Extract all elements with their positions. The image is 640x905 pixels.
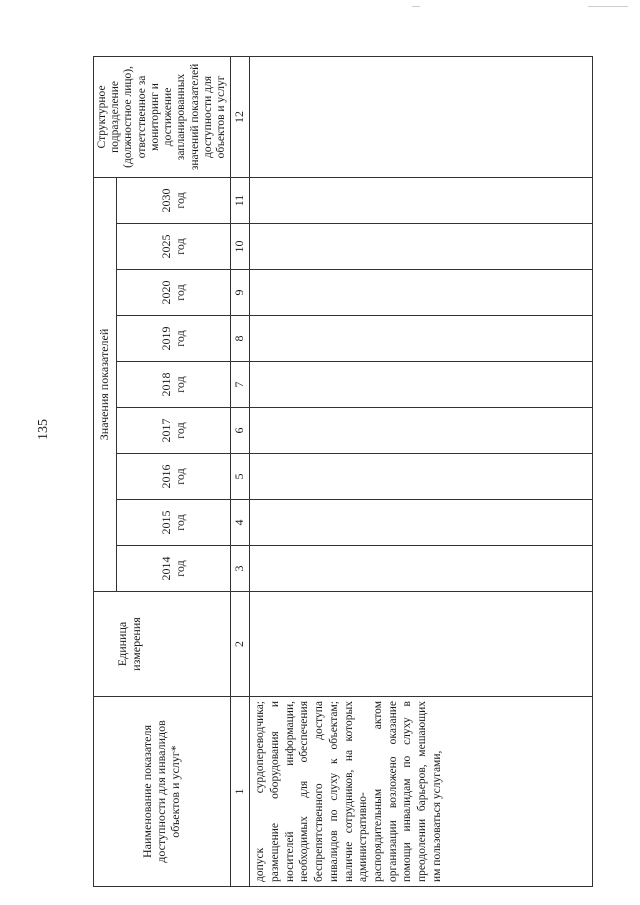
header-year-2016: 2016 год xyxy=(116,454,230,500)
header-year-2019: 2019 год xyxy=(116,316,230,362)
header-values: Значения показателей xyxy=(94,177,117,591)
header-name: Наименование показателя доступности для инвалидов объектов и услуг* xyxy=(94,697,231,887)
column-number: 9 xyxy=(231,270,250,316)
table-cell xyxy=(250,316,593,362)
column-number: 1 xyxy=(231,697,250,887)
page-number: 135 xyxy=(36,419,51,440)
table-cell xyxy=(250,270,593,316)
header-year-2030: 2030 год xyxy=(116,177,230,223)
scan-mark xyxy=(412,6,420,7)
column-number: 3 xyxy=(231,546,250,592)
table-cell xyxy=(250,592,593,697)
header-year-2025: 2025 год xyxy=(116,224,230,270)
table-cell xyxy=(250,408,593,454)
column-number: 4 xyxy=(231,500,250,546)
column-number: 8 xyxy=(231,316,250,362)
table-cell xyxy=(250,546,593,592)
rotated-table-frame xyxy=(93,60,593,887)
header-year-2014: 2014 год xyxy=(116,546,230,592)
column-number: 6 xyxy=(231,408,250,454)
table-cell xyxy=(250,362,593,408)
column-number: 2 xyxy=(231,592,250,697)
row-indicator-text: допуск сурдопереводчика; размещение оборудования и носителей информации, необходимых для обеспечения беспрепятственного доступа инвалидов по слуху к объектам; наличие сотрудников, на которых административно-распорядительным актом организации возложено оказание помощи инвалидам по слуху в преодолении барьеров, мешающих им пользоваться услугами, xyxy=(250,697,593,887)
table-cell xyxy=(250,500,593,546)
table-cell xyxy=(250,177,593,223)
header-year-2018: 2018 год xyxy=(116,362,230,408)
table-cell xyxy=(250,224,593,270)
column-number: 10 xyxy=(231,224,250,270)
table-cell xyxy=(250,56,593,177)
column-number: 7 xyxy=(231,362,250,408)
header-year-2020: 2020 год xyxy=(116,270,230,316)
column-number: 5 xyxy=(231,454,250,500)
header-responsible: Структурное подразделение (должностное лицо), ответственное за мониторинг и достижение запланированных значений показателей доступности для объектов и услуг xyxy=(94,56,231,177)
header-unit: Единица измерения xyxy=(94,592,231,697)
header-year-2015: 2015 год xyxy=(116,500,230,546)
column-number: 11 xyxy=(231,177,250,223)
scan-mark xyxy=(588,6,628,7)
header-year-2017: 2017 год xyxy=(116,408,230,454)
column-number: 12 xyxy=(231,56,250,177)
scan-marks xyxy=(0,0,640,20)
indicators-table xyxy=(93,56,593,887)
table-cell xyxy=(250,454,593,500)
